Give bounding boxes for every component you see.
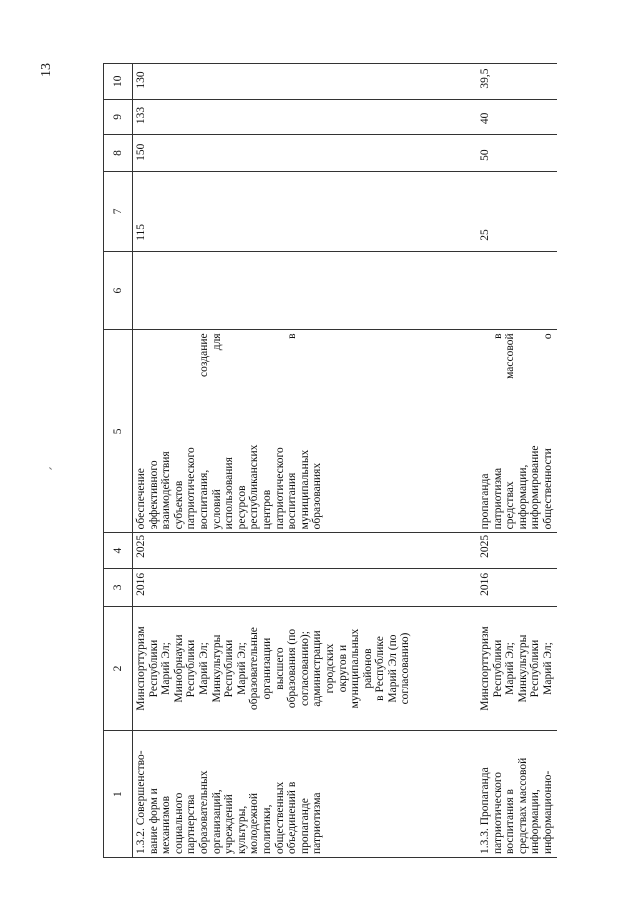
value-col6-cell <box>133 251 478 330</box>
measure-cell: 1.3.3. Пропаганда патриотического воспитания в средствах массовой информации, информационно- <box>477 731 557 858</box>
header-cell-7: 7 <box>104 171 133 251</box>
executor-cell: Минспорттуризм Республики Марий Эл; Минобрнауки Республики Марий Эл; Минкультуры Республики Марий Эл; образовательные организации высшего образования (по согласованию); администрации городских округов и муниципальных районов в Республике Марий Эл (по согласованию) <box>133 606 478 730</box>
value-col6-cell <box>477 251 557 330</box>
table-header-row <box>104 64 133 858</box>
page-number: 13 <box>39 63 54 77</box>
value-col10-cell: 39,5 <box>477 64 557 100</box>
program-table <box>103 63 557 858</box>
table-row <box>477 64 557 858</box>
header-cell-3: 3 <box>104 568 133 606</box>
header-cell-2: 2 <box>104 606 133 730</box>
value-col10-cell: 130 <box>133 64 478 100</box>
header-cell-10: 10 <box>104 64 133 100</box>
end-year-cell: 2025 <box>133 533 478 569</box>
end-year-cell: 2025 <box>477 533 557 569</box>
executor-cell: Минспорттуризм Республики Марий Эл; Минкультуры Республики Марий Эл; <box>477 606 557 730</box>
header-cell-9: 9 <box>104 99 133 135</box>
result-cell: пропаганда патриотизма в средствах массовой информации, информирование общественности о <box>477 330 557 533</box>
value-col7-cell: 25 <box>477 171 557 251</box>
scan-speck <box>49 467 52 470</box>
table-row <box>133 64 478 858</box>
value-col9-cell: 133 <box>133 99 478 135</box>
value-col7-cell: 115 <box>133 171 478 251</box>
header-cell-8: 8 <box>104 135 133 172</box>
result-cell: обеспечение эффективного взаимодействия субъектов патриотического воспитания, создание условий для использования ресурсов республиканских центров патриотического воспитания в муниципальных образованиях <box>133 330 478 533</box>
value-col9-cell: 40 <box>477 99 557 135</box>
measure-cell: 1.3.2. Совершенство- вание форм и механизмов социального партнерства образовательных организаций, учреждений культуры, молодежной политики, общественных объединений в пропаганде патриотизма <box>133 731 478 858</box>
value-col8-cell: 50 <box>477 135 557 172</box>
rotated-table-container <box>103 63 554 858</box>
header-cell-6: 6 <box>104 251 133 330</box>
start-year-cell: 2016 <box>477 568 557 606</box>
header-cell-4: 4 <box>104 533 133 569</box>
header-cell-5: 5 <box>104 330 133 533</box>
start-year-cell: 2016 <box>133 568 478 606</box>
value-col8-cell: 150 <box>133 135 478 172</box>
header-cell-1: 1 <box>104 731 133 858</box>
